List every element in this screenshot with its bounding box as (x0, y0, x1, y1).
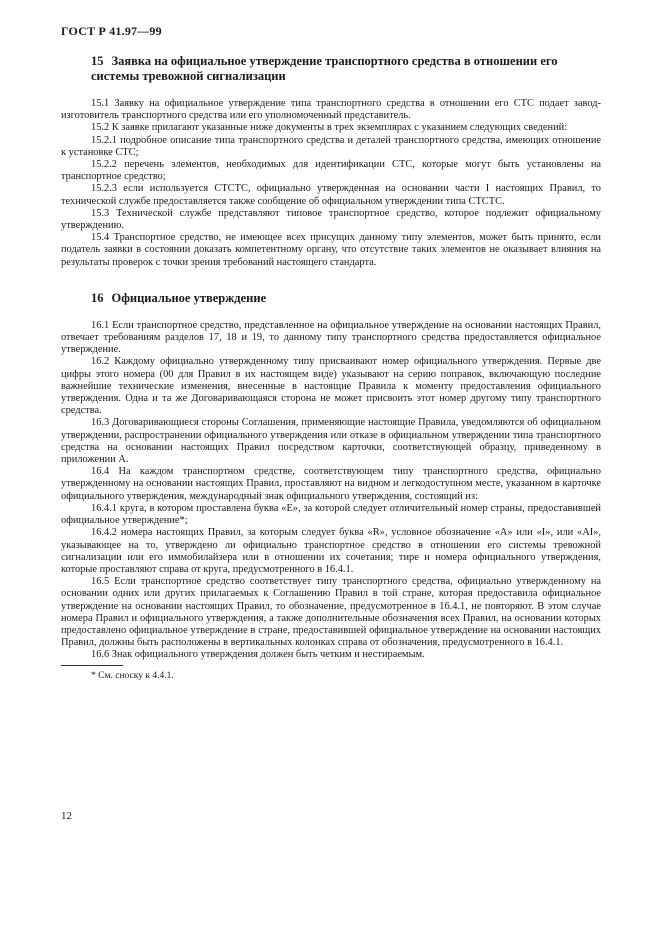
section-16-heading (61, 291, 601, 306)
paragraph-16-4-1: 16.4.1 круга, в котором проставлена буква «Е», за которой следует отличительный номер страны, предоставившей официальное утверждение*; (61, 502, 601, 527)
standard-header: ГОСТ Р 41.97—99 (61, 24, 162, 38)
section-16 (61, 291, 601, 662)
footnote: * См. сноску к 4.4.1. (91, 670, 174, 681)
section-15-title: Заявка на официальное утверждение транспортного средства в отношении его системы тревожной сигнализации (91, 54, 558, 83)
section-16-title: Официальное утверждение (111, 290, 267, 305)
paragraph-15-1: 15.1 Заявку на официальное утверждение типа транспортного средства в отношении его СТС подает завод-изготовитель транспортного средства или его уполномоченный представитель. (61, 98, 601, 122)
paragraph-15-2: 15.2 К заявке прилагают указанные ниже документы в трех экземплярах с указанием следующих сведений: (91, 122, 568, 134)
paragraph-16-5: 16.5 Если транспортное средство соответствует типу транспортного средства, официально утвержденному на основании одних или других прилагаемых к Соглашению Правил в той стране, которая предоставила официальное утверждение на основании настоящих Правил, то обозначение, предусмотренное в 16.4.1, не повторяют. В этом случае номера Правил и официального утверждения, а также дополнительные обозначения всех Правил, на основании которых предоставлено официальное утверждение в стране, предоставившей официальное утверждение на основании настоящих Правил, должны быть расположены в вертикальных колонках справа от обозначения, предусмотренного в 16.4.1. (61, 576, 601, 649)
paragraph-15-2-1: 15.2.1 подробное описание типа транспортного средства и деталей транспортного средства, имеющих отношение к установке СТС; (61, 134, 601, 158)
paragraph-16-4-2: 16.4.2 номера настоящих Правил, за которым следует буква «R», условное обозначение «А» или «I», или «AI», указывающее на то, утверждено ли официально транспортное средство в отношении его системы тревожной сигнализации или его иммобилайзера или в отношении их сочетания; тире и номера официального утверждения, которые проставляют справа от круга, предусмотренного в 16.4.1. (61, 527, 601, 575)
paragraph-15-2-3: 15.2.3 если используется СТСТС, официально утвержденная на основании части I настоящих Правил, то технической службе предоставляется также сообщение об официальном утверждении типа СТСТС. (61, 183, 601, 207)
page-number: 12 (61, 810, 72, 822)
section-15-paragraphs (61, 98, 601, 269)
section-15-heading (61, 54, 601, 84)
paragraph-16-3: 16.3 Договаривающиеся стороны Соглашения, применяющие настоящие Правила, уведомляются об официальном утверждении, распространении официального утверждения или отказе в официальном утверждении типа транспортного средства на основании настоящих Правил посредством карточки, соответствующей образцу, приведенному в приложении А. (61, 417, 601, 466)
section-16-paragraphs (61, 320, 601, 662)
section-16-number: 16 (91, 290, 104, 305)
paragraph-15-2-2: 15.2.2 перечень элементов, необходимых для идентификации СТС, которые могут быть установлены на транспортное средство; (61, 159, 601, 183)
paragraph-16-6: 16.6 Знак официального утверждения должен быть четким и нестираемым. (91, 649, 425, 661)
paragraph-15-4: 15.4 Транспортное средство, не имеющее всех присущих данному типу элементов, может быть принято, если податель заявки в состоянии доказать компетентному органу, что отсутствие таких элементов не оказывает влияния на результаты проверок с точки зрения требований настоящего стандарта. (61, 232, 601, 268)
page-content (61, 54, 601, 682)
paragraph-16-4: 16.4 На каждом транспортном средстве, соответствующем типу транспортного средства, официально утвержденному на основании настоящих Правил, проставляют на видном и легкодоступном месте, указанном в карточке официального утверждения, международный знак официального утверждения, состоящий из: (61, 466, 601, 502)
paragraph-16-2: 16.2 Каждому официально утвержденному типу присваивают номер официального утверждения. Первые две цифры этого номера (00 для Правил в их настоящем виде) указывают на серию поправок, включающую последние важнейшие технические изменения, внесенные в настоящие Правила к моменту предоставления официального утверждения. Одна и та же Договаривающаяся сторона не может присвоить этот номер другому типу транспортного средства. (61, 356, 601, 417)
paragraph-15-3: 15.3 Технической службе представляют типовое транспортное средство, которое подлежит официальному утверждению. (61, 207, 601, 232)
section-15 (61, 54, 601, 269)
paragraph-16-1: 16.1 Если транспортное средство, представленное на официальное утверждение на основании настоящих Правил, отвечает требованиям разделов 17, 18 и 19, то данному типу транспортного средства предоставляется официальное утверждение. (61, 319, 601, 356)
section-15-number: 15 (91, 54, 104, 68)
footnote-divider (61, 665, 123, 666)
